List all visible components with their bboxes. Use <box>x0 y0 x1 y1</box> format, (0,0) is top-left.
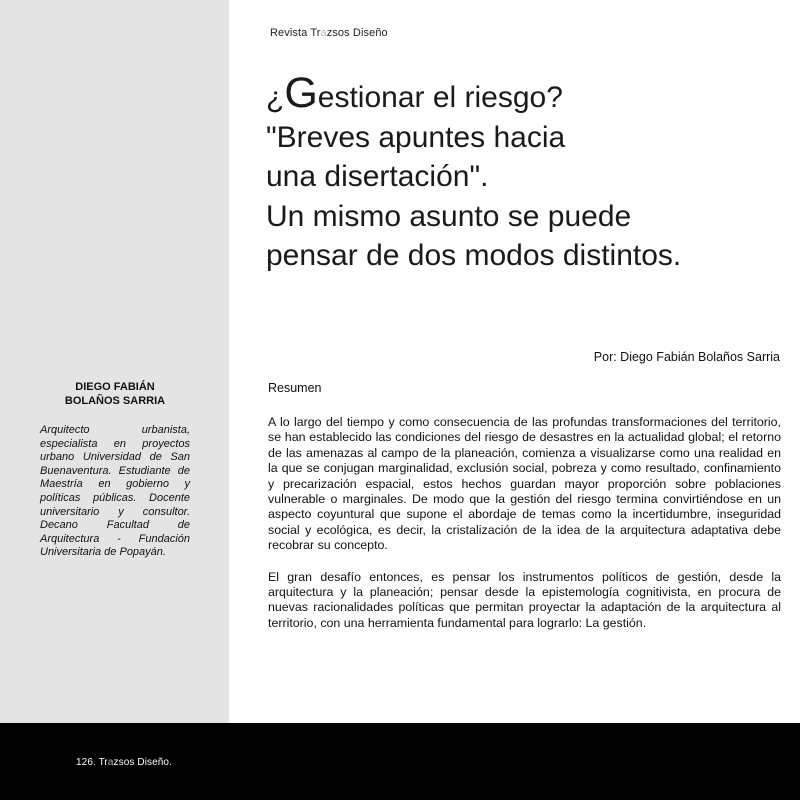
title-line-3: una disertación". <box>266 160 489 193</box>
journal-name-part: zsos Diseño <box>326 27 388 39</box>
page-footer <box>0 723 800 800</box>
title-line-1-rest: estionar el riesgo? <box>317 81 563 114</box>
title-initial-letter: G <box>284 69 318 117</box>
title-line-2: "Breves apuntes hacia <box>266 120 566 154</box>
sidebar-author-bio: Arquitecto urbanista, especialista en proyectos urbano Universidad de San Buenaventura. Estudiante de Maestría en gobierno y políticas públicas. Docente universitario y consultor. Decano Facultad de Arquitectura - Fundación Universitaria de Popayán. <box>40 424 190 559</box>
abstract-heading: Resumen <box>268 381 322 395</box>
journal-name-light-letter: a <box>320 27 327 39</box>
title-line-4: Un mismo asunto se puede <box>266 199 632 233</box>
abstract-body <box>268 415 781 647</box>
journal-name-part: Revista Tr <box>270 27 321 39</box>
author-name-line-2: BOLAÑOS SARRIA <box>64 394 166 407</box>
title-question-mark: ¿ <box>266 81 285 114</box>
abstract-paragraph: El gran desafío entonces, es pensar los instrumentos políticos de gestión, desde la arquitectura y la planeación; pensar desde la epistemología cognitivista, en procura de nuevas racionalidades políticas que permitan proyectar la adaptación de la arquitectura al territorio, con una herramienta fundamental para lograrlo: La gestión. <box>268 569 781 630</box>
page-number: 126. <box>76 757 96 768</box>
footer-folio <box>76 757 172 768</box>
author-name-line-1: DIEGO FABIÁN <box>75 381 155 393</box>
title-line-5: pensar de dos modos distintos. <box>266 239 682 272</box>
running-header <box>270 27 388 39</box>
footer-journal-part: Tr <box>98 757 108 768</box>
author-byline: Por: Diego Fabián Bolaños Sarria <box>593 350 780 364</box>
sidebar-panel <box>0 0 229 723</box>
footer-journal-part: zsos Diseño. <box>113 757 172 768</box>
footer-journal-light-letter: a <box>107 757 114 768</box>
sidebar-author-name <box>40 381 190 408</box>
title-line-1 <box>266 69 563 117</box>
article-title <box>266 69 786 276</box>
abstract-paragraph: A lo largo del tiempo y como consecuencia de las profundas transformaciones del territorio, se han establecido las condiciones del riesgo de desastres en la actualidad global; el retorno de las amenazas al campo de la planeación, comienza a visualizarse como una realidad en la que se conjugan marginalidad, exclusión social, pobreza y como resultado, confinamiento y precarización espacial, estos hechos guardan mayor proporción sobre poblaciones vulnerable o marginales. De modo que la gestión del riesgo termina convirtiéndose en un aspecto coyuntural que supone el abordaje de temas como la incertidumbre, inseguridad social y ecológica, es decir, la cristalización de la idea de la arquitectura adaptativa debe recobrar su concepto. <box>268 415 781 553</box>
